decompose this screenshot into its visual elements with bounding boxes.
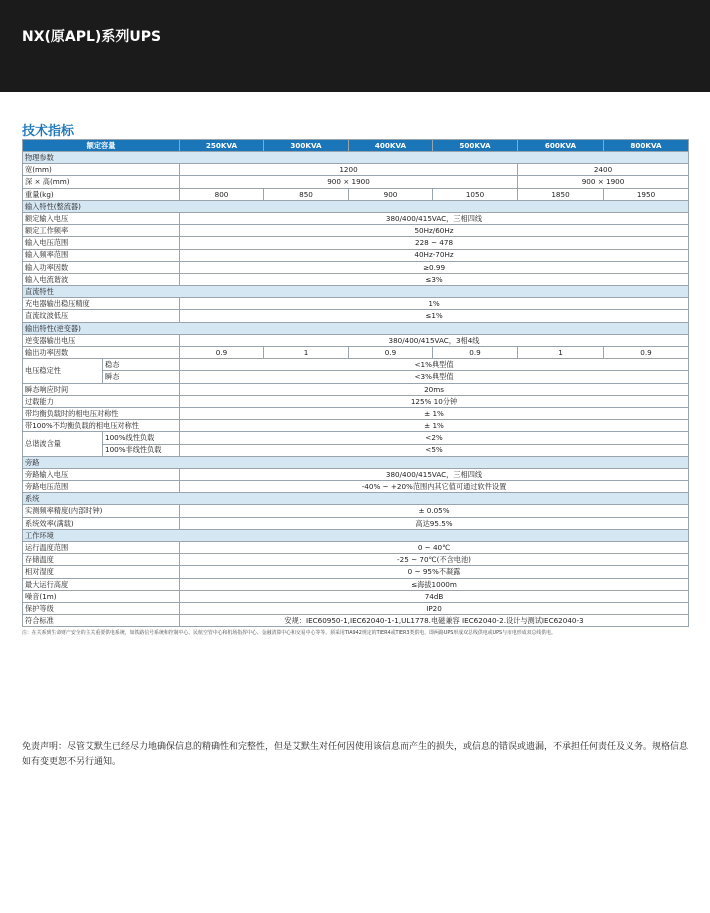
table-row: 充电器输出稳压精度 1% xyxy=(23,298,689,310)
product-title: NX(原APL)系列UPS xyxy=(22,29,162,45)
table-row: 直流纹波低压 ≤1% xyxy=(23,310,689,322)
table-row: 重量(kg) 800 850 900 1050 1850 1950 xyxy=(23,188,689,200)
table-row: 100%非线性负载 <5% xyxy=(23,444,689,456)
table-row: 系统效率(满载) 高达95.5% xyxy=(23,517,689,529)
table-row: 符合标准 安规：IEC60950-1,IEC62040-1-1,UL1778.电磁兼容 IEC62040-2.设计与测试IEC62040-3 xyxy=(23,615,689,627)
table-row: 旁路输入电压 380/400/415VAC，三相四线 xyxy=(23,468,689,480)
section-row: 物理参数 xyxy=(23,152,689,164)
table-row: 相对湿度 0 ~ 95%不凝露 xyxy=(23,566,689,578)
header-300kva: 300KVA xyxy=(264,140,349,152)
section-title: 技术指标 xyxy=(22,124,75,139)
table-row: 存储温度 -25 ~ 70℃(不含电池) xyxy=(23,554,689,566)
table-row: 输出功率因数 0.9 1 0.9 0.9 1 0.9 xyxy=(23,347,689,359)
table-row: 深 × 高(mm) 900 × 1900 900 × 1900 xyxy=(23,176,689,188)
table-row: 逆变器输出电压 380/400/415VAC，3相4线 xyxy=(23,334,689,346)
header-500kva: 500KVA xyxy=(433,140,518,152)
section-row: 系统 xyxy=(23,493,689,505)
table-row: 额定输入电压 380/400/415VAC，三相四线 xyxy=(23,212,689,224)
spec-table xyxy=(22,139,689,627)
header-400kva: 400KVA xyxy=(349,140,433,152)
section-row: 旁路 xyxy=(23,456,689,468)
table-row: 最大运行高度 ≤海拔1000m xyxy=(23,578,689,590)
table-row: 保护等级 IP20 xyxy=(23,602,689,614)
table-row: 输入功率因数 ≥0.99 xyxy=(23,261,689,273)
table-row: 输入电流谐波 ≤3% xyxy=(23,273,689,285)
section-row: 直流特性 xyxy=(23,286,689,298)
header-600kva: 600KVA xyxy=(518,140,604,152)
table-row: 带100%不均衡负载的相电压对称性 ± 1% xyxy=(23,420,689,432)
table-row: 噪音(1m) 74dB xyxy=(23,590,689,602)
disclaimer: 免责声明：尽管艾默生已经尽力地确保信息的精确性和完整性，但是艾默生对任何因使用该信息而产生的损失，或信息的错误或遗漏，不承担任何责任及义务。规格信息如有变更恕不另行通知。 xyxy=(22,742,689,767)
table-row: 输入电压范围 228 ~ 478 xyxy=(23,237,689,249)
footnote: 注：在关系到生命财产安全的主关重要供电系统，如铁路信号系统和控制中心、民航空管中心和机场指挥中心、金融清算中心和交易中心等等，须采用TIA942规定的TIER4或TIER3类供电，即两路UPS形成双总线供电或UPS与市电形成双总线供电。 xyxy=(22,630,556,636)
table-row: 电压稳定性 稳态 <1%典型值 xyxy=(23,359,689,371)
header-250kva: 250KVA xyxy=(180,140,264,152)
section-row: 输出特性(逆变器) xyxy=(23,322,689,334)
table-row: 输入频率范围 40Hz-70Hz xyxy=(23,249,689,261)
header-rated-capacity: 额定容量 xyxy=(23,140,180,152)
section-row: 输入特性(整流器) xyxy=(23,200,689,212)
table-row: 旁路电压范围 -40% ~ +20%范围内其它值可通过软件设置 xyxy=(23,481,689,493)
table-row: 瞬态 <3%典型值 xyxy=(23,371,689,383)
table-row: 宽(mm) 1200 2400 xyxy=(23,164,689,176)
table-header-row xyxy=(23,140,689,152)
header-bar xyxy=(0,0,710,92)
table-row: 运行温度范围 0 ~ 40℃ xyxy=(23,542,689,554)
table-row: 实测频率精度(内部时钟) ± 0.05% xyxy=(23,505,689,517)
table-row: 过载能力 125% 10分钟 xyxy=(23,395,689,407)
table-row: 带均衡负载时的相电压对称性 ± 1% xyxy=(23,407,689,419)
header-800kva: 800KVA xyxy=(604,140,689,152)
table-row: 额定工作频率 50Hz/60Hz xyxy=(23,225,689,237)
table-row: 瞬态响应时间 20ms xyxy=(23,383,689,395)
table-row: 总谐波含量 100%线性负载 <2% xyxy=(23,432,689,444)
section-row: 工作环境 xyxy=(23,529,689,541)
